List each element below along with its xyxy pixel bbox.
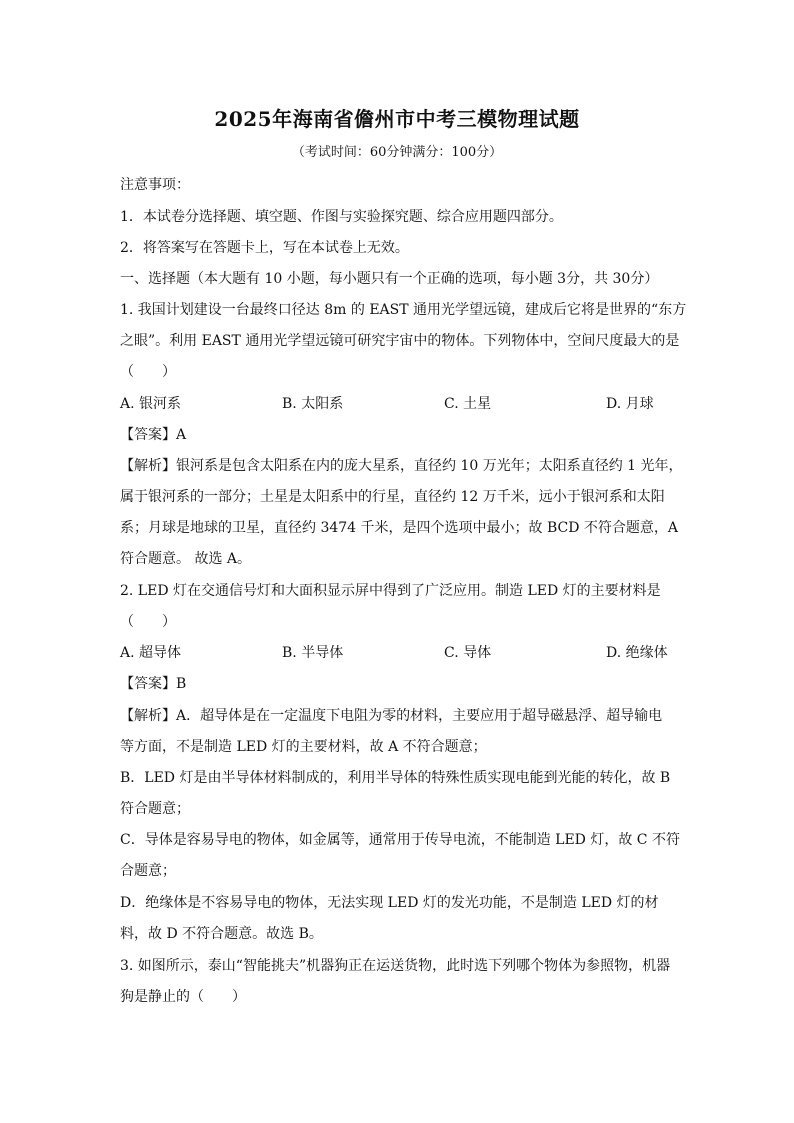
analysis-text: 属于银河系的一部分；土星是太阳系中的行星，直径约 12 万千米，远小于银河系和太阳 [120, 489, 665, 505]
question-blank: （ ） [120, 364, 176, 380]
answer: 【答案】B [120, 676, 187, 692]
section-heading: 一、选择题（本大题有 10 小题，每小题只有一个正确的选项，每小题 3分，共 30分） [120, 271, 659, 287]
analysis-text: B．LED 灯是由半导体材料制成的，利用半导体的特殊性质实现电能到光能的转化，故 B [120, 770, 671, 786]
question-text: 狗是静止的（ ） [120, 989, 246, 1005]
answer: 【答案】A [120, 427, 187, 443]
notice-item: 1．本试卷分选择题、填空题、作图与实验探究题、综合应用题四部分。 [120, 209, 563, 225]
question-blank: （ ） [120, 614, 176, 630]
analysis-text: 【解析】银河系是包含太阳系在内的庞大星系，直径约 10 万光年；太阳系直径约 1 光年， [120, 458, 683, 474]
page-title: 2025年海南省儋州市中考三模物理试题 [214, 107, 580, 131]
question-text: 之眼”。利用 EAST 通用光学望远镜可研究宇宙中的物体。下列物体中，空间尺度最大的是 [120, 333, 680, 349]
analysis-text: 【解析】A．超导体是在一定温度下电阻为零的材料，主要应用于超导磁悬浮、超导输电 [120, 708, 663, 724]
option-d: D. 月球 [606, 396, 654, 412]
analysis-text: 等方面，不是制造 LED 灯的主要材料，故 A 不符合题意； [120, 739, 487, 755]
option-d: D. 绝缘体 [606, 645, 668, 661]
analysis-text: C．导体是容易导电的物体，如金属等，通常用于传导电流，不能制造 LED 灯，故 C 不符 [120, 832, 680, 848]
option-a: A. 银河系 [120, 396, 182, 412]
analysis-text: 系；月球是地球的卫星，直径约 3474 千米，是四个选项中最小；故 BCD 不符合题意，A [120, 520, 679, 536]
option-b: B. 半导体 [282, 645, 344, 661]
analysis-text: 料，故 D 不符合题意。故选 B。 [120, 926, 323, 942]
question-text: 2. LED 灯在交通信号灯和大面积显示屏中得到了广泛应用。制造 LED 灯的主要材料是 [120, 583, 661, 599]
analysis-text: D．绝缘体是不容易导电的物体，无法实现 LED 灯的发光功能，不是制造 LED 灯的材 [120, 895, 659, 911]
exam-info: （考试时间：60分钟满分：100分） [291, 145, 503, 160]
analysis-text: 符合题意； [120, 801, 190, 817]
analysis-text: 合题意； [120, 863, 176, 879]
question-text: 3. 如图所示，泰山“智能挑夫”机器狗正在运送货物，此时选下列哪个物体为参照物，机器 [120, 958, 671, 974]
notice-item: 2．将答案写在答题卡上，写在本试卷上无效。 [120, 240, 409, 256]
question-text: 1. 我国计划建设一台最终口径达 8m 的 EAST 通用光学望远镜，建成后它将是世界的“东方 [120, 302, 687, 318]
analysis-text: 符合题意。 故选 A。 [120, 551, 252, 567]
option-c: C. 土星 [444, 396, 492, 412]
option-b: B. 太阳系 [282, 396, 344, 412]
option-a: A. 超导体 [120, 645, 182, 661]
option-c: C. 导体 [444, 645, 492, 661]
notice-heading: 注意事项： [120, 177, 190, 193]
